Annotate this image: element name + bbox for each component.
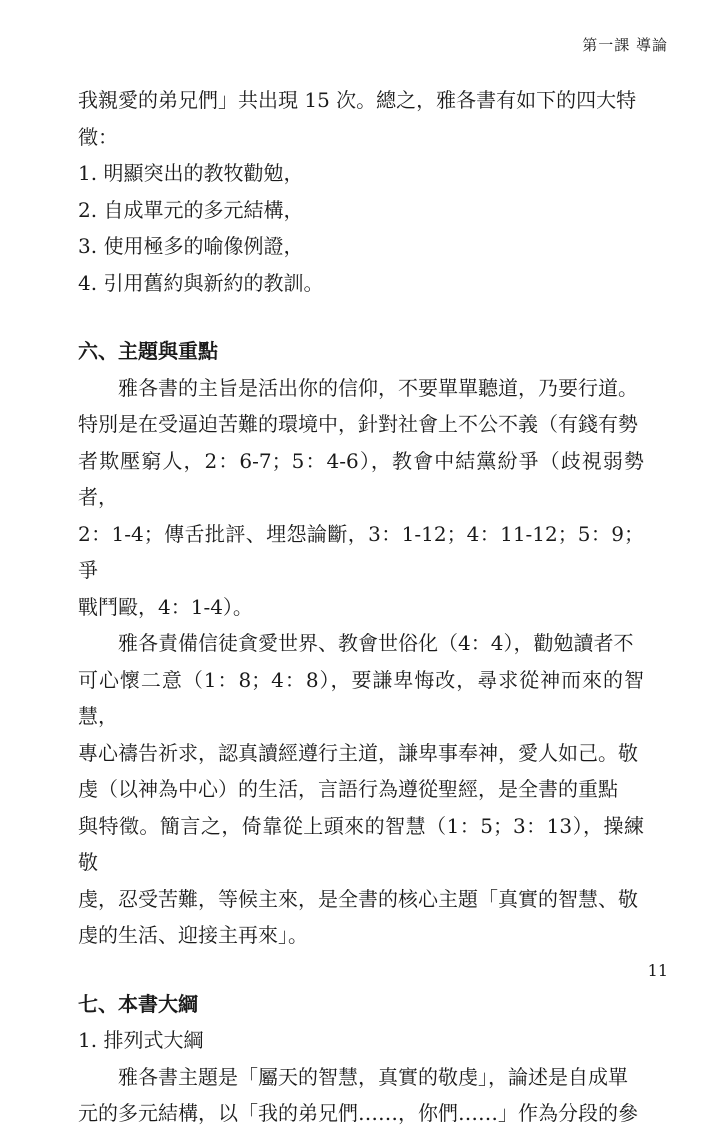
text-line: 者欺壓窮人，2：6-7；5：4-6），教會中結黨紛爭（歧視弱勢者，: [78, 448, 644, 509]
running-header: 第一課 導論: [582, 36, 668, 54]
section-heading-7: 七、本書大綱: [78, 991, 198, 1016]
feature-list-item: 3. 使用極多的喻像例證，: [78, 234, 304, 258]
text-line: 可心懷二意（1：8；4：8），要謙卑悔改，尋求從神而來的智慧，: [78, 667, 644, 728]
text-line: 戰鬥毆，4：1-4）。: [78, 594, 253, 619]
text-line: 專心禱告祈求，認真讀經遵行主道，謙卑事奉神，愛人如己。敬: [78, 740, 638, 765]
text-line: 我親愛的弟兄們」共出現 15 次。總之，雅各書有如下的四大特: [78, 88, 637, 112]
feature-list-item: 2. 自成單元的多元結構，: [78, 197, 304, 222]
intro-text: [78, 82, 644, 155]
text-line: 虔，忍受苦難，等候主來，是全書的核心主題「真實的智慧、敬: [78, 886, 638, 911]
section6-paragraph-1: [78, 370, 644, 626]
section-spacer: [78, 954, 644, 986]
text-line: 雅各書的主旨是活出你的信仰，不要單單聽道，乃要行道。: [118, 375, 638, 400]
section-spacer: [78, 301, 644, 333]
text-line: 虔（以神為中心）的生活，言語行為遵從聖經，是全書的重點: [78, 777, 618, 801]
page-body: [78, 82, 644, 1132]
text-line: 徵：: [78, 124, 118, 149]
subheading-outline: 1. 排列式大綱: [78, 1028, 204, 1052]
text-line: 與特徵。簡言之，倚靠從上頭來的智慧（1：5；3：13），操練敬: [78, 813, 644, 874]
text-line: 2：1-4；傳舌批評、埋怨論斷，3：1-12；4：11-12；5：9；爭: [78, 521, 644, 582]
text-line: 雅各責備信徒貪愛世界、教會世俗化（4：4），勸勉讀者不: [118, 631, 634, 655]
text-line: 元的多元結構，以「我的弟兄們……，你們……」作為分段的參: [78, 1101, 638, 1125]
feature-list-item: 4. 引用舊約與新約的教訓。: [78, 270, 324, 295]
text-line: 虔的生活、迎接主再來」。: [78, 923, 308, 947]
feature-list-item: 1. 明顯突出的教牧勸勉，: [78, 161, 304, 185]
text-line: 特別是在受逼迫苦難的環境中，針對社會上不公不義（有錢有勢: [78, 412, 638, 436]
section-heading-6: 六、主題與重點: [78, 339, 218, 363]
page-number: 11: [647, 961, 668, 980]
section7-paragraph-1: [78, 1059, 644, 1132]
section6-paragraph-2: [78, 625, 644, 954]
text-line: 雅各書主題是「屬天的智慧，真實的敬虔」，論述是自成單: [118, 1064, 628, 1089]
